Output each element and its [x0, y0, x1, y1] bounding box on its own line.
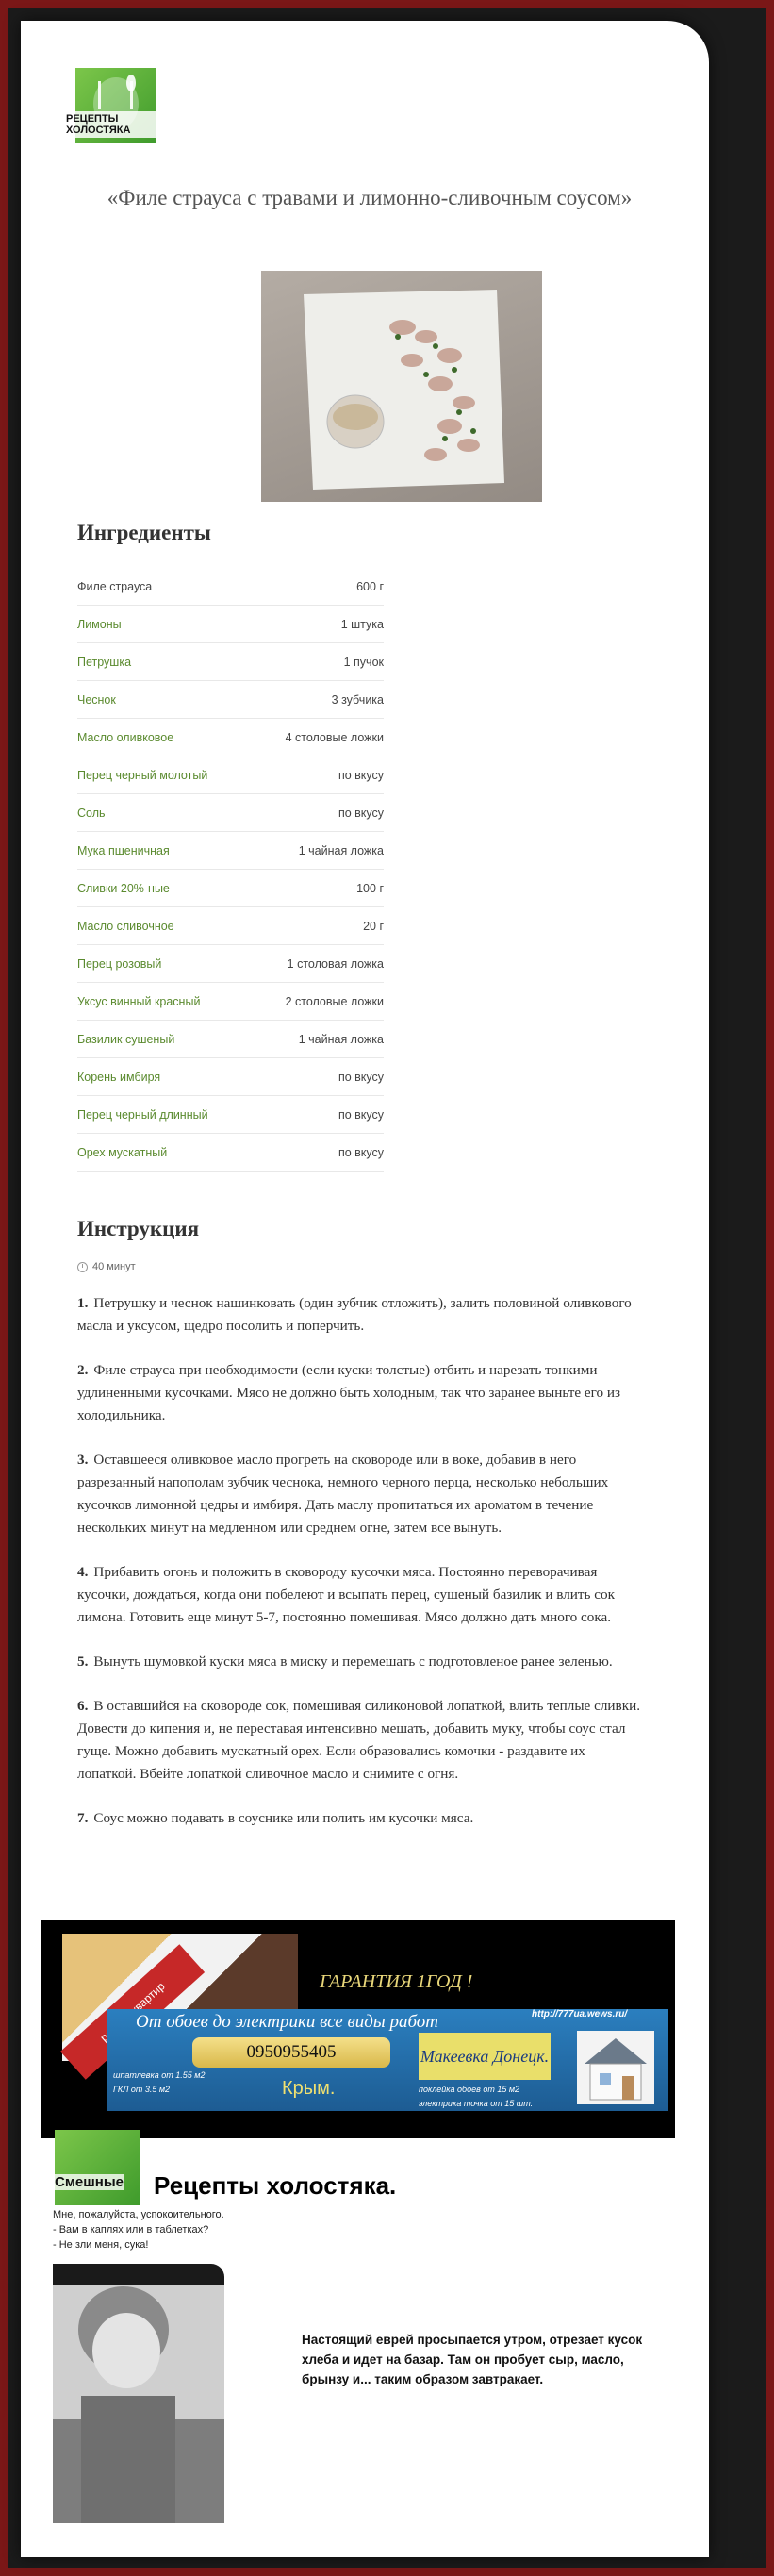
step-number: 7. — [77, 1810, 89, 1826]
ingredient-qty: 600 г — [356, 579, 384, 593]
ingredient-qty: по вкусу — [338, 1145, 384, 1159]
ingredient-row — [77, 1096, 384, 1134]
ingredient-row — [77, 983, 384, 1021]
ingredients-heading: Ингредиенты — [77, 521, 211, 544]
ingredient-qty: по вкусу — [338, 1070, 384, 1084]
ingredient-row — [77, 832, 384, 870]
step-text: Филе страуса при необходимости (если куски толстые) отбить и нарезать тонкими удлиненными кусочками. Мясо не должно быть холодным, так что заранее выньте его из холодильника. — [77, 1362, 621, 1423]
ingredient-qty: по вкусу — [338, 768, 384, 782]
ingredient-qty: 1 чайная ложка — [298, 843, 384, 857]
instruction-step — [77, 1359, 643, 1427]
ingredient-row — [77, 1021, 384, 1058]
banner-line: электрика точка от 15 шт. — [419, 2099, 534, 2108]
funny-title: Рецепты холостяка. — [154, 2171, 397, 2200]
ingredient-row — [77, 870, 384, 907]
banner-region: Крым. — [282, 2078, 336, 2099]
banner-headline: От обоев до электрики все виды работ — [136, 2012, 438, 2032]
joke-line: - Не зли меня, сука! — [53, 2239, 149, 2251]
instruction-step — [77, 1807, 643, 1830]
joke-line: Мне, пожалуйста, успокоительного. — [53, 2209, 224, 2220]
step-number: 1. — [77, 1295, 89, 1311]
ingredient-row — [77, 907, 384, 945]
site-logo[interactable] — [66, 68, 170, 143]
ingredient-qty: 1 столовая ложка — [287, 956, 384, 971]
ingredient-qty: 3 зубчика — [331, 692, 384, 706]
ingredient-link[interactable]: Перец черный молотый — [77, 768, 208, 782]
ingredient-link[interactable]: Перец черный длинный — [77, 1107, 208, 1122]
ingredient-link[interactable]: Орех мускатный — [77, 1145, 168, 1159]
instruction-steps — [77, 1292, 643, 1852]
recipe-title: «Филе страуса с травами и лимонно-сливочным соусом» — [107, 186, 633, 209]
ingredient-qty: 100 г — [356, 881, 384, 895]
ingredients-table — [77, 568, 384, 1172]
banner-ribbon: квартир — [60, 1944, 205, 2079]
step-text: Вынуть шумовкой куски мяса в миску и перемешать с подготовленое ранее зеленью. — [93, 1654, 613, 1670]
ingredient-name: Филе страуса — [77, 579, 153, 593]
ingredient-row — [77, 719, 384, 756]
ingredient-link[interactable]: Соль — [77, 806, 106, 820]
ingredient-link[interactable]: Уксус винный красный — [77, 994, 201, 1008]
ingredient-row — [77, 568, 384, 606]
angry-girl-photo — [53, 2264, 224, 2523]
step-number: 6. — [77, 1698, 89, 1714]
ingredient-qty: 1 чайная ложка — [298, 1032, 384, 1046]
ingredient-link[interactable]: Масло оливковое — [77, 730, 174, 744]
step-text: Соус можно подавать в соуснике или полить им кусочки мяса. — [93, 1810, 474, 1826]
ingredient-qty: 4 столовые ложки — [285, 730, 384, 744]
funny-logo-image — [55, 2130, 140, 2205]
joke-text — [53, 2207, 224, 2252]
instruction-step — [77, 1651, 643, 1673]
funny-logo-label: Смешные — [55, 2174, 124, 2190]
ingredient-qty: 20 г — [363, 919, 384, 933]
ingredient-row — [77, 1058, 384, 1096]
joke-line: - Вам в каплях или в таблетках? — [53, 2224, 209, 2235]
clock-icon — [77, 1262, 88, 1272]
step-number: 2. — [77, 1362, 89, 1378]
ingredient-link[interactable]: Сливки 20%-ные — [77, 881, 170, 895]
ingredient-link[interactable]: Масло сливочное — [77, 919, 174, 933]
ingredient-link[interactable]: Корень имбиря — [77, 1070, 161, 1084]
banner-line: шпатлевка от 1.55 м2 — [113, 2070, 206, 2080]
ingredient-link[interactable]: Мука пшеничная — [77, 843, 170, 857]
step-text: Оставшееся оливковое масло прогреть на сковороде или в воке, добавив в него разрезанный напополам зубчик чеснока, немного черного перца, несколько небольших кусочков лимонной цедры и имбиря. Дать маслу пропитаться их ароматом в течение нескольких минут на медленном или среднем огне, затем все вынуть. — [77, 1452, 609, 1536]
ingredient-link[interactable]: Лимоны — [77, 617, 122, 631]
ingredient-row — [77, 606, 384, 643]
step-text: В оставшийся на сковороде сок, помешивая силиконовой лопаткой, влить теплые сливки. Довести до кипения и, не переставая интенсивно мешать, добавить муку, чтобы соус стал гуще. Можно добавить мускатный орех. Если образовались комочки - раздавите их лопаткой. Вбейте лопаткой сливочное масло и снимите с огня. — [77, 1698, 641, 1782]
ingredient-link[interactable]: Чеснок — [77, 692, 116, 706]
instruction-step — [77, 1695, 643, 1786]
step-number: 5. — [77, 1654, 89, 1670]
ingredient-link[interactable]: Перец розовый — [77, 956, 162, 971]
ingredient-row — [77, 681, 384, 719]
instruction-step — [77, 1292, 643, 1338]
instructions-heading: Инструкция — [77, 1217, 200, 1240]
ingredient-row — [77, 945, 384, 983]
banner-phone: 0950955405 — [192, 2037, 390, 2068]
instruction-step — [77, 1561, 643, 1629]
step-text: Прибавить огонь и положить в сковороду кусочки мяса. Постоянно переворачивая кусочки, дождаться, когда они побелеют и всыпать перец, сушеный базилик и влить сок лимона. Готовить еще минут 5-7, постоянно помешивая. Мясо должно дать много сока. — [77, 1564, 615, 1625]
step-number: 4. — [77, 1564, 89, 1580]
banner-line: поклейка обоев от 15 м2 — [419, 2085, 520, 2094]
ingredient-qty: 2 столовые ложки — [285, 994, 384, 1008]
ingredient-row — [77, 643, 384, 681]
banner-guarantee: ГАРАНТИЯ 1ГОД ! — [320, 1971, 473, 1992]
ingredient-row — [77, 756, 384, 794]
ingredient-link[interactable]: Петрушка — [77, 655, 132, 669]
renovation-banner-ad[interactable] — [41, 1920, 675, 2138]
banner-city: Макеевка Донецк. — [419, 2033, 551, 2080]
ingredient-qty: по вкусу — [338, 806, 384, 820]
cook-time — [77, 1261, 136, 1272]
ingredient-qty: 1 пучок — [343, 655, 384, 669]
ingredient-row — [77, 794, 384, 832]
recipe-photo — [261, 271, 542, 502]
cook-time-value: 40 минут — [92, 1261, 136, 1272]
step-number: 3. — [77, 1452, 89, 1468]
step-text: Петрушку и чеснок нашинковать (один зубчик отложить), залить половиной оливкового масла и уксусом, щедро посолить и поперчить. — [77, 1295, 632, 1334]
funny-quote: Настоящий еврей просыпается утром, отрезает кусок хлеба и идет на базар. Там он пробует сыр, масло, брынзу и... таким образом завтракает. — [302, 2333, 643, 2386]
ingredient-link[interactable]: Базилик сушеный — [77, 1032, 175, 1046]
instruction-step — [77, 1449, 643, 1539]
logo-text: РЕЦЕПТЫ ХОЛОСТЯКА — [66, 111, 179, 138]
banner-line: ГКЛ от 3.5 м2 — [113, 2085, 171, 2094]
banner-house-image — [577, 2031, 654, 2104]
banner-url[interactable]: http://777ua.wews.ru/ — [532, 2009, 628, 2019]
ingredient-qty: 1 штука — [340, 617, 384, 631]
ingredient-qty: по вкусу — [338, 1107, 384, 1122]
ingredient-row — [77, 1134, 384, 1172]
